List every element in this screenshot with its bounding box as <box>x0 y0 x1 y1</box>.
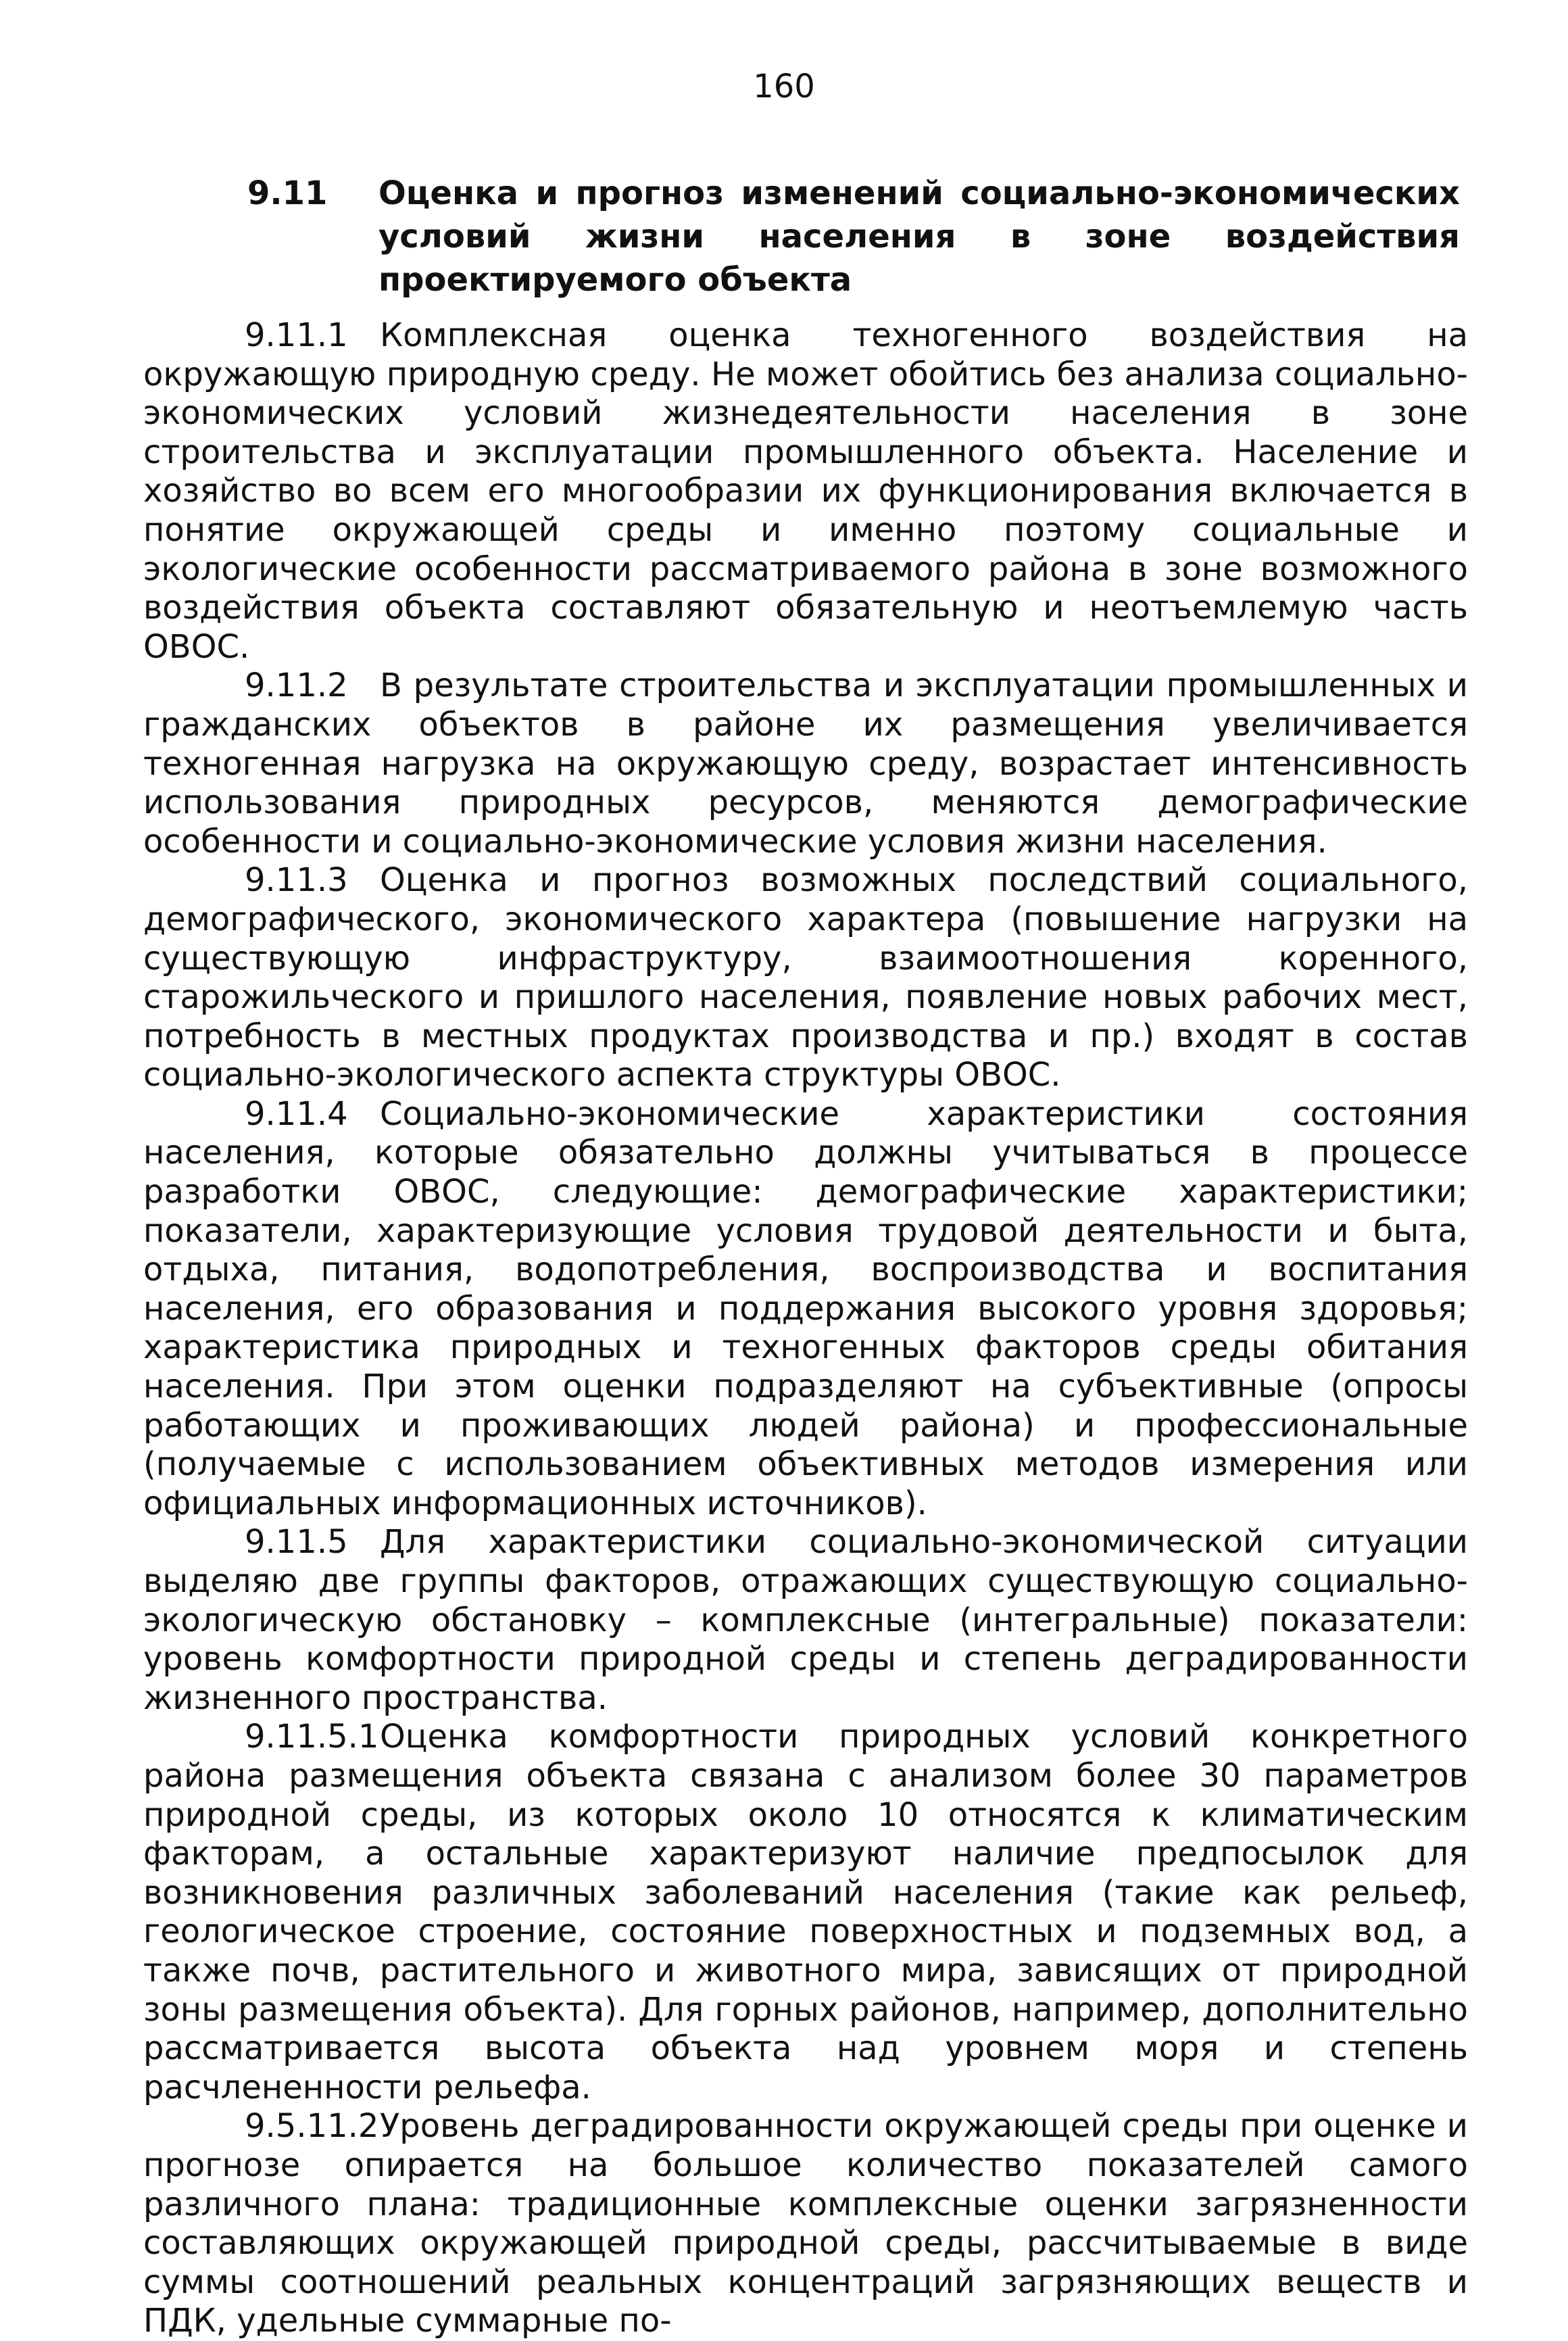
paragraph-number: 9.11.5.1 <box>245 1718 379 1756</box>
paragraph-number: 9.11.4 <box>245 1094 348 1133</box>
paragraph-9-11-4 <box>143 1095 1468 1524</box>
paragraph-text: Оценка комфортности природных условий конкретного района размещения объекта связана с анализом более 30 параметров природной среды, из которых около 10 относятся к климатическим факторам, а остальные характеризуют наличие предпосылок для возникновения различных заболеваний населения (такие как рельеф, геологическое строение, состояние поверхностных и подземных вод, а также почв, растительного и животного мира, зависящих от природной зоны размещения объекта). Для горных районов, например, дополнительно рассматривается высота объекта над уровнем моря и степень расчлененности рельефа. <box>143 1718 1468 2106</box>
page-number: 160 <box>753 68 815 105</box>
paragraph-9-11-1 <box>143 316 1468 667</box>
paragraph-number: 9.5.11.2 <box>245 2107 379 2146</box>
document-body <box>143 316 1468 2341</box>
paragraph-text: В результате строительства и эксплуатации промышленных и гражданских объектов в районе их размещения увеличивается техногенная нагрузка на окружающую среду, возрастает интенсивность использования природных ресурсов, меняются демографические особенности и социально-экономические условия жизни населения. <box>143 667 1468 861</box>
paragraph-9-11-2 <box>143 667 1468 861</box>
paragraph-9-5-11-2 <box>143 2107 1468 2341</box>
paragraph-number: 9.11.3 <box>245 861 348 900</box>
paragraph-9-11-5 <box>143 1523 1468 1718</box>
paragraph-9-11-5-1 <box>143 1718 1468 2107</box>
section-title: Оценка и прогноз изменений социально-экономических условий жизни населения в зоне воздействия проектируемого объекта <box>378 174 1460 299</box>
paragraph-number: 9.11.5 <box>245 1523 348 1562</box>
section-number: 9.11 <box>247 174 328 212</box>
paragraph-text: Уровень деградированности окружающей среды при оценке и прогнозе опирается на большое количество показателей самого различного плана: традиционные комплексные оценки загрязненности составляющих окружающей природной среды, рассчитываемые в виде суммы соотношений реальных концентраций загрязняющих веществ и ПДК, удельные суммарные по- <box>143 2107 1468 2340</box>
paragraph-number: 9.11.1 <box>245 316 348 354</box>
paragraph-text: Для характеристики социально-экономической ситуации выделяю две группы факторов, отражающих существующую социально-экологическую обстановку – комплексные (интегральные) показатели: уровень комфортности природной среды и степень деградированности жизненного пространства. <box>143 1523 1468 1717</box>
paragraph-number: 9.11.2 <box>245 667 348 705</box>
paragraph-9-11-3 <box>143 861 1468 1095</box>
paragraph-text: Оценка и прогноз возможных последствий социального, демографического, экономического характера (повышение нагрузки на существующую инфраструктуру, взаимоотношения коренного, старожильческого и пришлого населения, появление новых рабочих мест, потребность в местных продуктах производства и пр.) входят в состав социально-экологического аспекта структуры ОВОС. <box>143 861 1468 1094</box>
paragraph-text: Комплексная оценка техногенного воздействия на окружающую природную среду. Не может обойтись без анализа социально-экономических условий жизнедеятельности населения в зоне строительства и эксплуатации промышленного объекта. Население и хозяйство во всем его многообразии их функционирования включается в понятие окружающей среды и именно поэтому социальные и экологические особенности рассматриваемого района в зоне возможного воздействия объекта составляют обязательную и неотъемлемую часть ОВОС. <box>143 316 1468 666</box>
paragraph-text: Социально-экономические характеристики состояния населения, которые обязательно должны учитываться в процессе разработки ОВОС, следующие: демографические характеристики; показатели, характеризующие условия трудовой деятельности и быта, отдыха, питания, водопотребления, воспроизводства и воспитания населения, его образования и поддержания высокого уровня здоровья; характеристика природных и техногенных факторов среды обитания населения. При этом оценки подразделяют на субъективные (опросы работающих и проживающих людей района) и профессиональные (получаемые с использованием объективных методов измерения или официальных информационных источников). <box>143 1094 1468 1522</box>
